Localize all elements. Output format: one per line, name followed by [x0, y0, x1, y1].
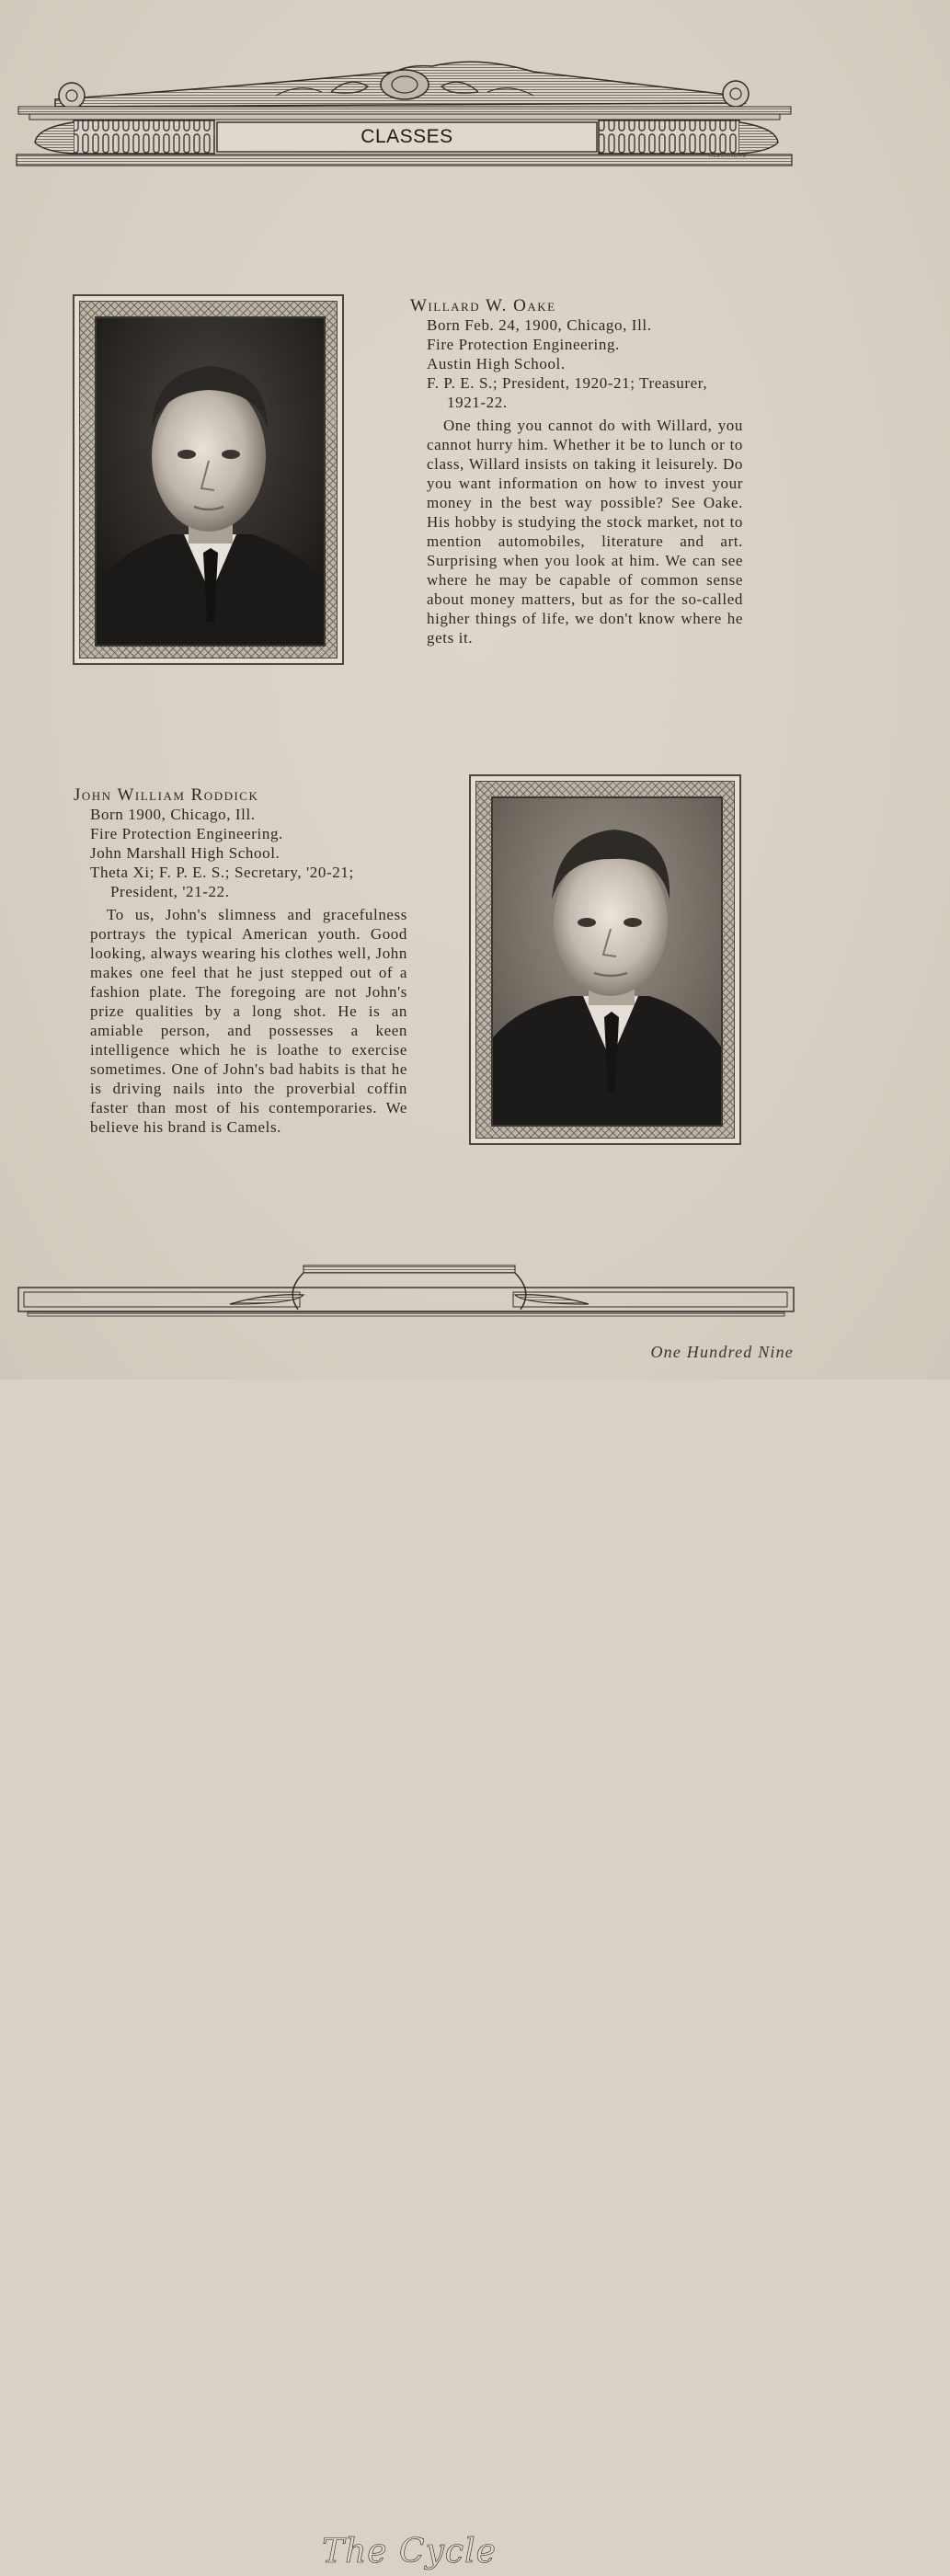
bio-description: To us, John's slimness and gracefulness portrays the typical American youth. Good looking, always wearing his clothes well, John makes one feel that he just stepped out of a fashion plate. The foregoing are not John's prize qualities by a long shot. He is an amiable person, and possesses a keen intelligence which he is loathe to exercise sometimes. One of John's bad habits is that he is driving nails into the proverbial coffin faster than most of his contemporaries. We believe his brand is Camels. [90, 906, 407, 1136]
bio-willard-oake [410, 296, 743, 647]
course-info: Fire Protection Engineering. [427, 336, 620, 353]
activities-info: Theta Xi; F. P. E. S.; Secretary, '20-21; President, '21-22. [90, 864, 354, 900]
portrait-photo-john-roddick [491, 796, 723, 1127]
page-number: One Hundred Nine [650, 1343, 794, 1361]
portrait-image [97, 318, 324, 645]
high-school-info: Austin High School. [427, 355, 566, 372]
high-school-info: John Marshall High School. [90, 844, 280, 862]
portrait-image [493, 798, 721, 1125]
bio-john-roddick [74, 785, 407, 1137]
course-info: Fire Protection Engineering. [90, 825, 283, 842]
yearbook-title: The Cycle [322, 2533, 497, 2570]
section-title: CLASSES [361, 126, 453, 147]
birth-info: Born Feb. 24, 1900, Chicago, Ill. [427, 316, 652, 334]
student-name: John William Roddick [74, 785, 259, 805]
engraver-mark: ALEXANDRE [708, 153, 747, 159]
footer-ornament [0, 1260, 950, 1324]
birth-info: Born 1900, Chicago, Ill. [90, 806, 256, 823]
student-name: Willard W. Oake [410, 296, 556, 315]
header-banner [0, 0, 950, 184]
header-ornament [0, 0, 950, 184]
portrait-frame-willard-oake [73, 294, 344, 665]
portrait-frame-john-roddick [469, 774, 741, 1145]
portrait-photo-willard-oake [95, 316, 326, 647]
bio-description: One thing you cannot do with Willard, you cannot hurry him. Whether it be to lunch or to class, Willard insists on taking it leisurely. Do you want information on how to invest your money in the best way possible? See Oake. His hobby is studying the stock market, not to mention automobiles, literature and art. Surprising when you look at him. We can see where he may be capable of common sense about money matters, but as for the so-called higher things of life, we don't know where he gets it. [427, 417, 743, 647]
activities-info: F. P. E. S.; President, 1920-21; Treasurer, 1921-22. [427, 374, 708, 411]
